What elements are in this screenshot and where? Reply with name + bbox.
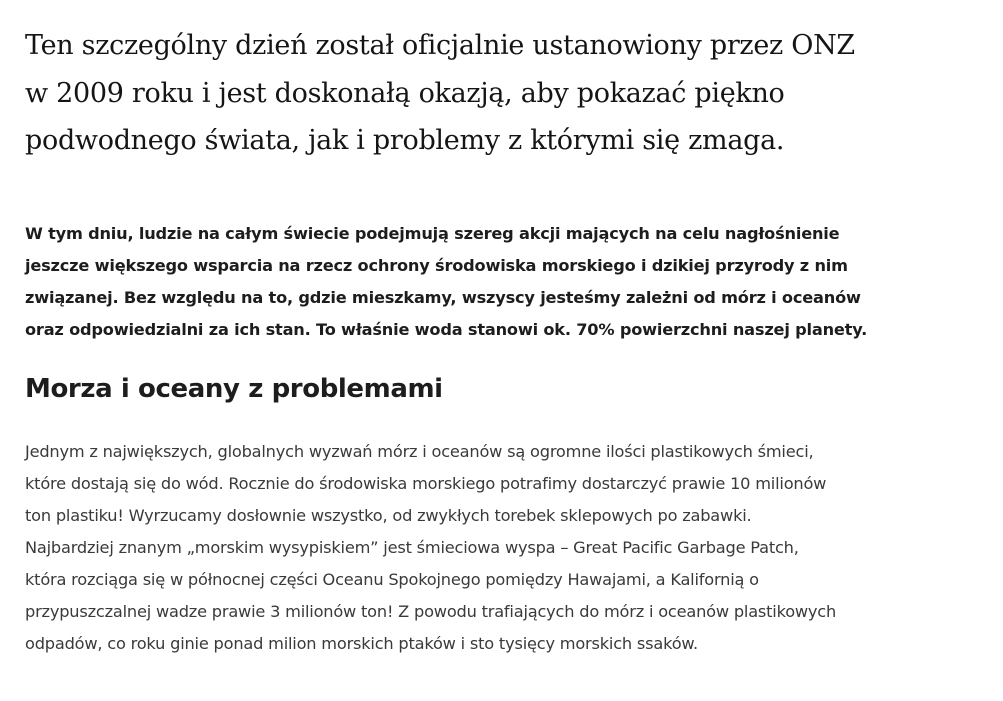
intro-paragraph xyxy=(25,218,935,346)
body-line: która rozciąga się w północnej części Oceanu Spokojnego pomiędzy Hawajami, a Kalifornią o xyxy=(25,570,759,589)
lead-line: podwodnego świata, jak i problemy z którymi się zmaga. xyxy=(25,125,785,156)
intro-line: oraz odpowiedzialni za ich stan. To właśnie woda stanowi ok. 70% powierzchni naszej planety. xyxy=(25,320,868,339)
lead-paragraph xyxy=(25,22,973,165)
intro-line: W tym dniu, ludzie na całym świecie podejmują szereg akcji mających na celu nagłośnienie xyxy=(25,224,840,243)
body-line: ton plastiku! Wyrzucamy dosłownie wszystko, od zwykłych torebek sklepowych po zabawki. xyxy=(25,506,752,525)
body-line: Jednym z największych, globalnych wyzwań mórz i oceanów są ogromne ilości plastikowych śmieci, xyxy=(25,442,814,461)
section-heading: Morza i oceany z problemami xyxy=(25,374,443,404)
body-line: Najbardziej znanym „morskim wysypiskiem” jest śmieciowa wyspa – Great Pacific Garbage Patch, xyxy=(25,538,799,557)
lead-line: Ten szczególny dzień został oficjalnie ustanowiony przez ONZ xyxy=(25,30,855,61)
body-line: przypuszczalnej wadze prawie 3 milionów ton! Z powodu trafiających do mórz i oceanów plastikowych xyxy=(25,602,837,621)
article xyxy=(25,22,975,653)
body-paragraph xyxy=(25,436,945,660)
lead-line: w 2009 roku i jest doskonałą okazją, aby pokazać piękno xyxy=(25,77,785,109)
intro-line: związanej. Bez względu na to, gdzie mieszkamy, wszyscy jesteśmy zależni od mórz i oceanów xyxy=(25,288,861,307)
body-line: odpadów, co roku ginie ponad milion morskich ptaków i sto tysięcy morskich ssaków. xyxy=(25,634,698,653)
intro-line: jeszcze większego wsparcia na rzecz ochrony środowiska morskiego i dzikiej przyrody z nim xyxy=(25,256,848,275)
body-line: które dostają się do wód. Rocznie do środowiska morskiego potrafimy dostarczyć prawie 10 milionów xyxy=(25,474,827,493)
